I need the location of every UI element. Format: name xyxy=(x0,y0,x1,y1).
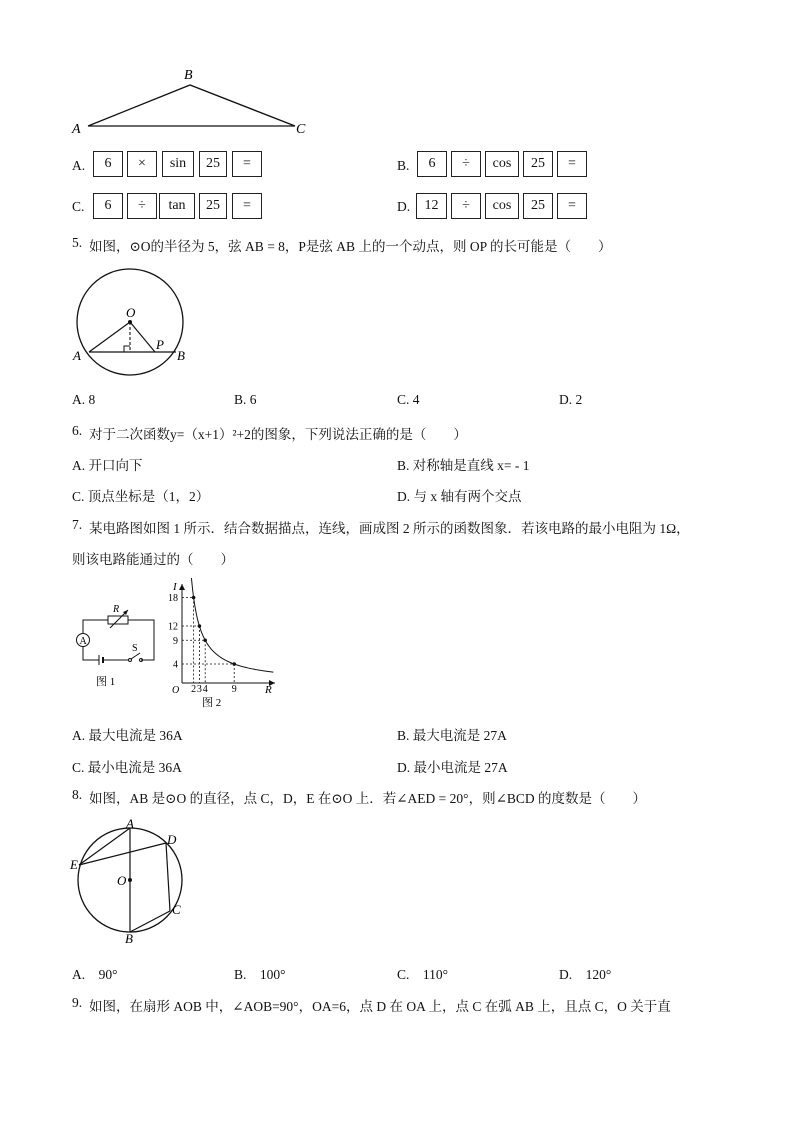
q6-option-d[interactable]: D. 与 x 轴有两个交点 xyxy=(397,489,522,504)
key: 25 xyxy=(199,151,227,177)
option-letter: A. xyxy=(72,158,86,173)
q6-number: 6. xyxy=(72,423,83,438)
x-tick-label: 9 xyxy=(231,684,237,695)
key: tan xyxy=(159,193,195,219)
q6-option-c[interactable]: C. 顶点坐标是（1，2） xyxy=(72,489,210,504)
fig2-caption: 图 2 xyxy=(202,697,222,708)
q9-number: 9. xyxy=(72,995,83,1010)
key: 6 xyxy=(93,151,123,177)
key: 12 xyxy=(416,193,447,219)
switch-label: S xyxy=(132,643,138,654)
q8-option-b[interactable]: B. 100° xyxy=(234,967,286,982)
q8-option-c[interactable]: C. 110° xyxy=(397,967,449,982)
origin-label: O xyxy=(172,685,180,696)
label-A: A xyxy=(73,348,81,363)
key: 6 xyxy=(417,151,447,177)
label-D: D xyxy=(167,832,177,847)
key: cos xyxy=(485,151,519,177)
q7-circuit-figure xyxy=(66,600,166,692)
data-point xyxy=(232,662,236,666)
label-B: B xyxy=(184,68,193,83)
triangle-figure xyxy=(60,60,320,140)
q8-circle-figure xyxy=(62,815,202,947)
y-tick-label: 9 xyxy=(173,635,178,647)
series-curve xyxy=(191,578,273,672)
y-axis-label: I xyxy=(173,581,177,593)
key: ÷ xyxy=(127,193,157,219)
label-O: O xyxy=(126,305,136,320)
label-A: A xyxy=(126,816,134,831)
q7-option-d[interactable]: D. 最小电流是 27A xyxy=(397,760,508,775)
y-tick-label: 12 xyxy=(168,621,178,633)
q8-number: 8. xyxy=(72,787,83,802)
label-O: O xyxy=(117,873,127,888)
y-tick-label: 4 xyxy=(173,659,178,671)
key: sin xyxy=(162,151,194,177)
q7-option-b[interactable]: B. 最大电流是 27A xyxy=(397,728,507,743)
fig1-caption: 图 1 xyxy=(96,676,116,688)
q7-stem-line2: 则该电路能通过的（ ） xyxy=(72,552,234,567)
key: cos xyxy=(485,193,519,219)
key: = xyxy=(557,151,587,177)
key: 6 xyxy=(93,193,123,219)
key: ÷ xyxy=(451,193,481,219)
option-letter: D. xyxy=(397,199,411,214)
q7-option-a[interactable]: A. 最大电流是 36A xyxy=(72,728,183,743)
data-point xyxy=(192,596,196,600)
q9-stem: 如图，在扇形 AOB 中，∠AOB=90°，OA=6，点 D 在 OA 上，点 C 在弧 AB 上，且点 C，O 关于直 xyxy=(89,999,671,1014)
q5-option-a[interactable]: A. 8 xyxy=(72,392,96,407)
label-C: C xyxy=(296,122,306,137)
q5-number: 5. xyxy=(72,235,83,250)
x-tick-label: 3 xyxy=(196,684,202,695)
q5-circle-figure xyxy=(60,265,200,385)
key: = xyxy=(232,151,262,177)
ammeter-label: A xyxy=(79,636,87,647)
x-axis-label: R xyxy=(265,684,272,696)
q7-option-c[interactable]: C. 最小电流是 36A xyxy=(72,760,182,775)
q7-number: 7. xyxy=(72,517,83,532)
y-tick-label: 18 xyxy=(168,593,178,604)
key: = xyxy=(232,193,262,219)
x-tick-label: 4 xyxy=(202,684,208,695)
q8-option-d[interactable]: D. 120° xyxy=(559,967,612,982)
label-A: A xyxy=(72,122,81,137)
key: 25 xyxy=(523,151,553,177)
data-point xyxy=(203,638,207,642)
option-letter: B. xyxy=(397,158,410,173)
key: ÷ xyxy=(451,151,481,177)
q6-option-b[interactable]: B. 对称轴是直线 x= - 1 xyxy=(397,458,530,473)
q8-stem: 如图，AB 是⊙O 的直径，点 C，D，E 在⊙O 上．若∠AED = 20°，则∠BCD 的度数是（ ） xyxy=(89,791,647,806)
q5-option-b[interactable]: B. 6 xyxy=(234,392,257,407)
label-P: P xyxy=(156,337,164,352)
q6-option-a[interactable]: A. 开口向下 xyxy=(72,458,143,473)
label-B: B xyxy=(125,931,133,946)
label-B: B xyxy=(177,348,185,363)
q5-option-d[interactable]: D. 2 xyxy=(559,392,583,407)
key: × xyxy=(127,151,157,177)
key: = xyxy=(557,193,587,219)
resistor-label: R xyxy=(113,604,120,615)
q5-option-c[interactable]: C. 4 xyxy=(397,392,420,407)
q6-stem: 对于二次函数y=（x+1）²+2的图象，下列说法正确的是（ ） xyxy=(89,427,467,442)
q7-graph-figure xyxy=(164,578,284,708)
key: 25 xyxy=(199,193,227,219)
q7-stem-line1: 某电路图如图 1 所示．结合数据描点，连线，画成图 2 所示的函数图象．若该电路的最小电阻为 1Ω， xyxy=(89,521,690,536)
x-tick-label: 2 xyxy=(191,684,197,695)
data-point xyxy=(198,624,202,628)
key: 25 xyxy=(523,193,553,219)
option-letter: C. xyxy=(72,199,85,214)
label-E: E xyxy=(70,857,78,872)
q5-stem: 如图，⊙O的半径为 5，弦 AB = 8，P是弦 AB 上的一个动点，则 OP 的长可能是（ ） xyxy=(89,239,612,254)
label-C: C xyxy=(172,902,181,917)
q8-option-a[interactable]: A. 90° xyxy=(72,967,118,982)
